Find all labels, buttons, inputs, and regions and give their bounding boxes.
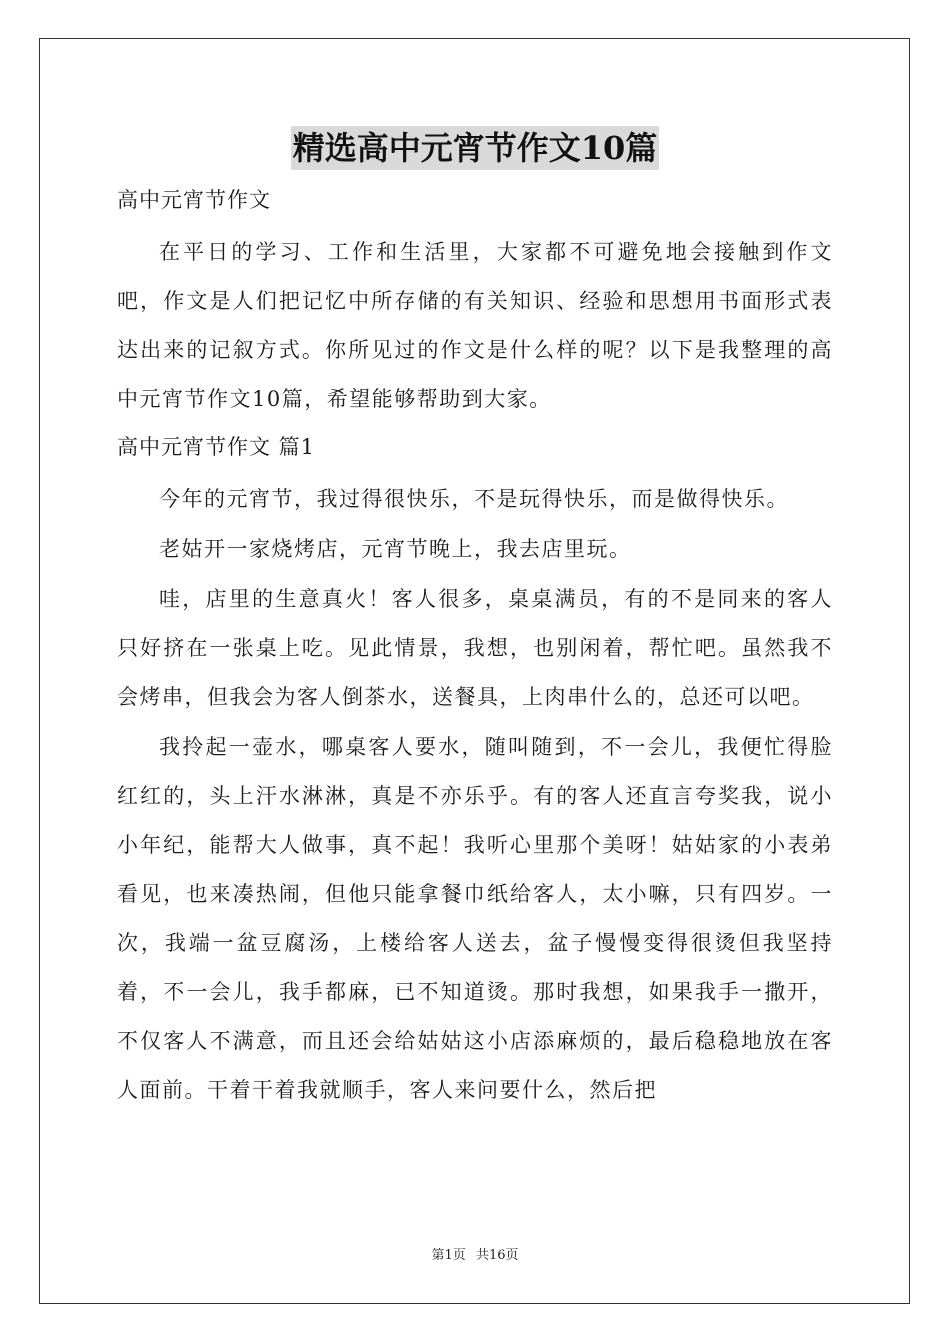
section-heading: 高中元宵节作文 篇1 — [117, 435, 316, 459]
body-paragraph: 老姑开一家烧烤店，元宵节晚上，我去店里玩。 — [159, 537, 632, 561]
document-title: 精选高中元宵节作文10篇 — [291, 126, 660, 170]
body-paragraph: 今年的元宵节，我过得很快乐，不是玩得快乐，而是做得快乐。 — [159, 487, 789, 511]
body-paragraph: 哇，店里的生意真火！客人很多，桌桌满员，有的不是同来的客人只好挤在一张桌上吃。见此情景，我想，也别闲着，帮忙吧。虽然我不会烤串，但我会为客人倒茶水，送餐具，上肉串什么的，总还可以吧。 — [117, 587, 833, 709]
intro-paragraph: 在平日的学习、工作和生活里，大家都不可避免地会接触到作文吧，作文是人们把记忆中所存储的有关知识、经验和思想用书面形式表达出来的记叙方式。你所见过的作文是什么样的呢？以下是我整理的高中元宵节作文10篇，希望能够帮助到大家。 — [117, 240, 833, 411]
body-paragraph: 我拎起一壶水，哪桌客人要水，随叫随到，不一会儿，我便忙得脸红红的，头上汗水淋淋，真是不亦乐乎。有的客人还直言夸奖我，说小小年纪，能帮大人做事，真不起！我听心里那个美呀！姑姑家的小表弟看见，也来凑热闹，但他只能拿餐巾纸给客人，太小嘛，只有四岁。一次，我端一盆豆腐汤，上楼给客人送去，盆子慢慢变得很烫但我坚持着，不一会儿，我手都麻，已不知道烫。那时我想，如果我手一撒开，不仅客人不满意，而且还会给姑姑这小店添麻烦的，最后稳稳地放在客人面前。干着干着我就顺手，客人来问要什么，然后把 — [117, 735, 833, 1102]
document-body — [117, 178, 833, 1116]
page-number: 第1页 — [431, 1248, 466, 1263]
title-container — [0, 126, 950, 170]
page-footer — [0, 1247, 950, 1265]
intro-heading: 高中元宵节作文 — [117, 188, 271, 212]
page-total: 共16页 — [475, 1248, 519, 1263]
